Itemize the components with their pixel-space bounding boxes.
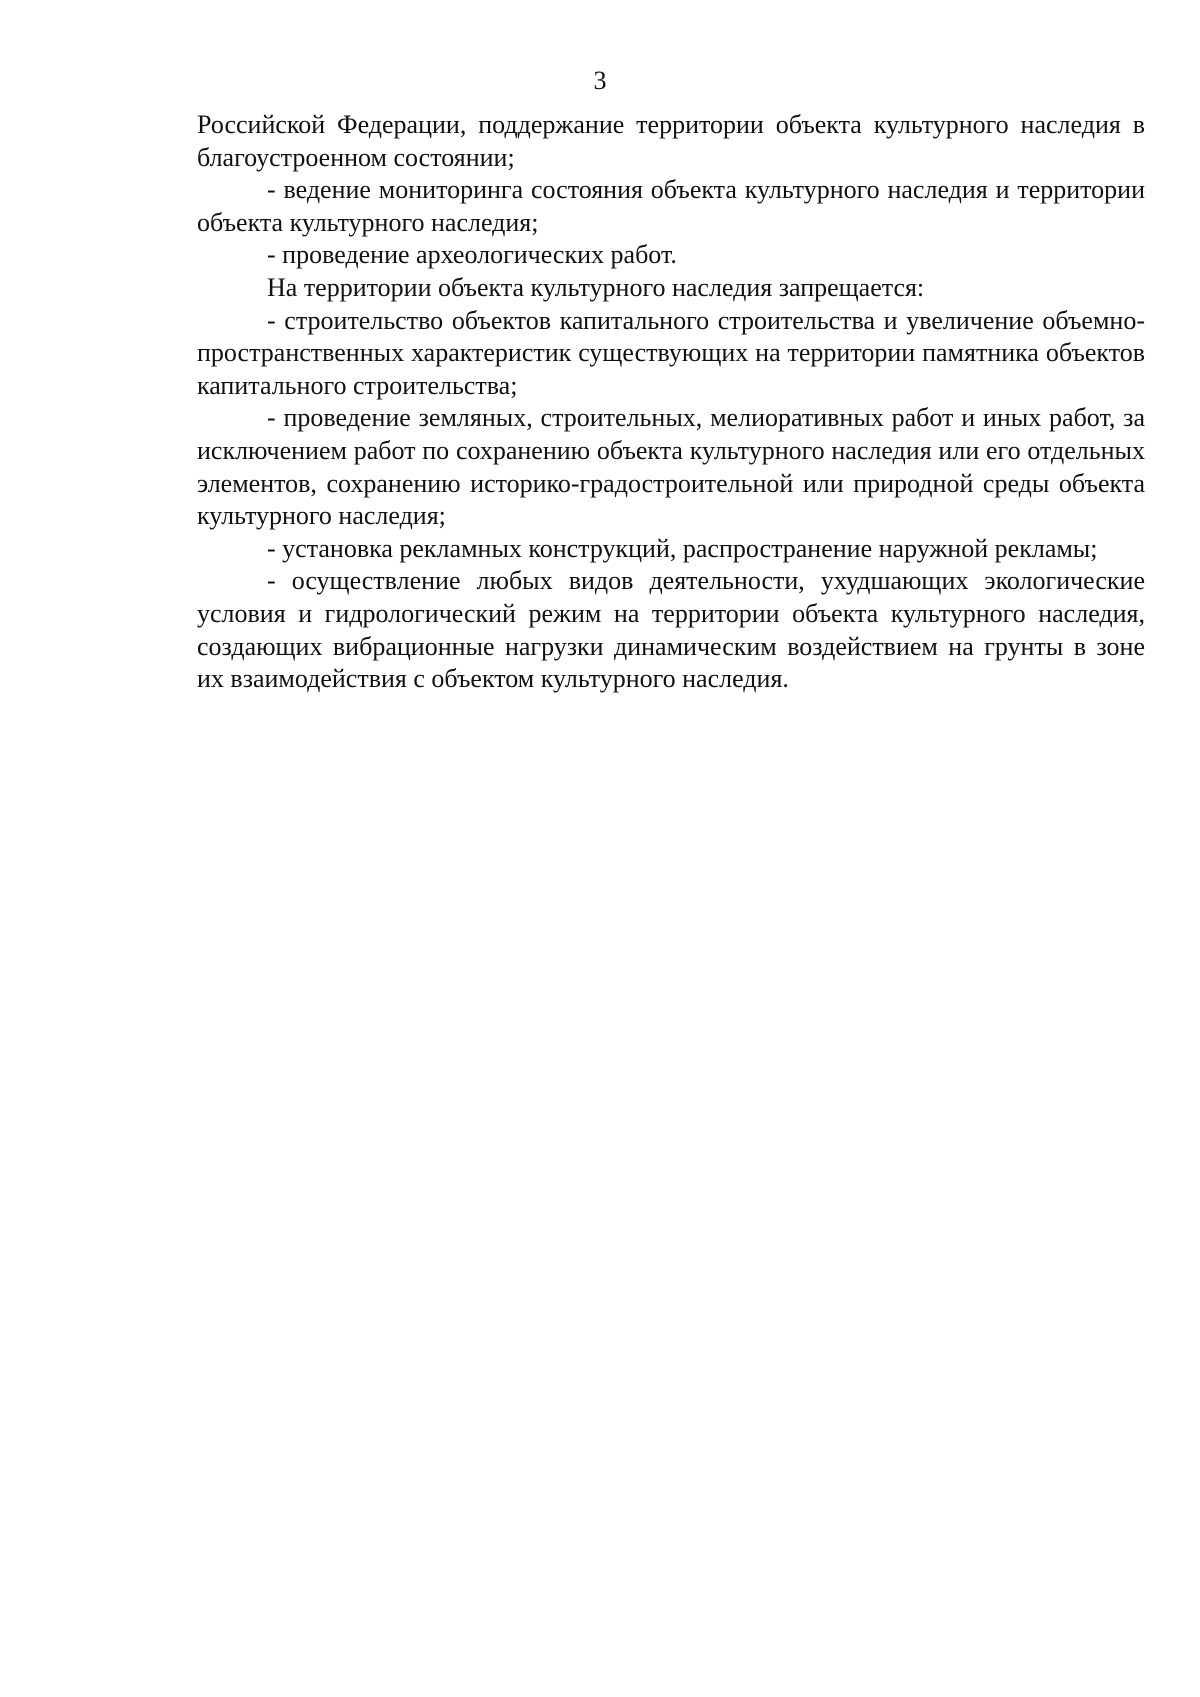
- paragraph-earthworks-ban: - проведение земляных, строительных, мелиоративных работ и иных работ, за исключением работ по сохранению объекта культурного наследия или его отдельных элементов, сохранению историко-градостроительной или природной среды объекта культурного наследия;: [197, 403, 1145, 531]
- paragraph-prohibitions-heading: На территории объекта культурного наследия запрещается:: [267, 272, 925, 302]
- paragraph-monitoring: - ведение мониторинга состояния объекта культурного наследия и территории объекта культурного наследия;: [197, 175, 1145, 237]
- paragraph-activity-ban: - осуществление любых видов деятельности, ухудшающих экологические условия и гидрологический режим на территории объекта культурного наследия, создающих вибрационные нагрузки динамическим воздействием на грунты в зоне их взаимодействия с объектом культурного наследия.: [197, 566, 1145, 694]
- paragraph-continuation: Российской Федерации, поддержание территории объекта культурного наследия в благоустроенном состоянии;: [197, 110, 1145, 172]
- page-number: 3: [593, 66, 607, 95]
- paragraph-advertising-ban: - установка рекламных конструкций, распространение наружной рекламы;: [267, 533, 1098, 563]
- paragraph-archaeological-works: - проведение археологических работ.: [267, 240, 677, 270]
- document-body: [197, 109, 1145, 696]
- paragraph-construction-ban: - строительство объектов капитального строительства и увеличение объемно-пространственных характеристик существующих на территории памятника объектов капитального строительства;: [197, 305, 1145, 400]
